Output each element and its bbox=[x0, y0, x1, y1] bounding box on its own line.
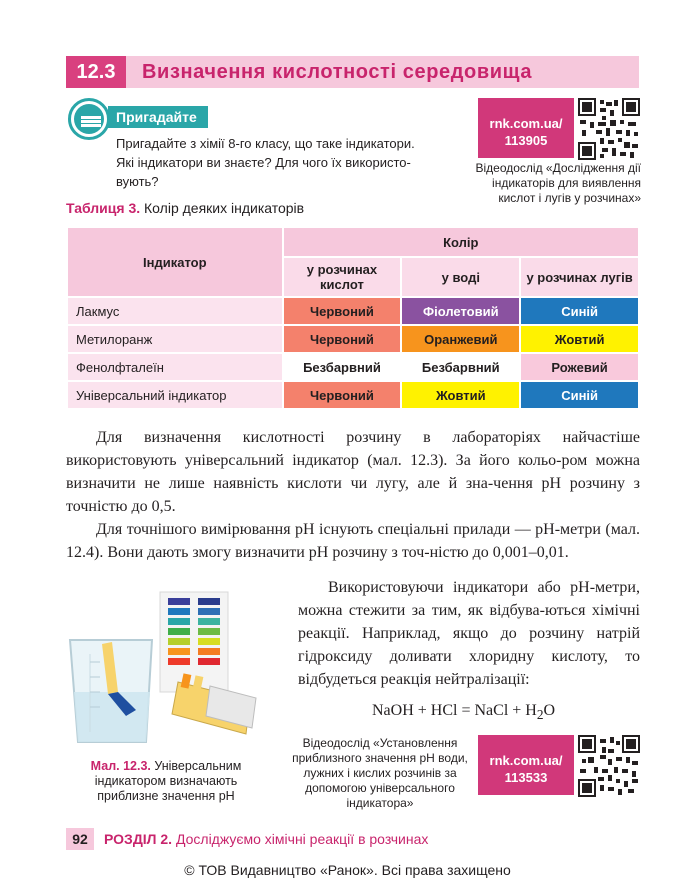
chapter-label: РОЗДІЛ 2. bbox=[104, 831, 173, 847]
color-alkali: Жовтий bbox=[520, 325, 639, 353]
indicator-name: Універсальний індикатор bbox=[67, 381, 283, 409]
copyright-notice: © ТОВ Видавництво «Ранок». Всі права захищено bbox=[184, 862, 511, 878]
table-row bbox=[67, 381, 639, 409]
ph-color-chart bbox=[160, 592, 228, 692]
qr-code-icon bbox=[578, 98, 640, 160]
video-link-1[interactable] bbox=[478, 98, 574, 158]
table-title bbox=[66, 200, 304, 216]
indicator-beaker-image bbox=[60, 582, 260, 754]
paragraph-1: Для визначення кислотності розчину в лабораторіях найчастіше використовують універсальний індикатор (мал. 12.3). За його кольо-ром можна визначити не лише наявність кислоти чи лугу, але й зна-чення pH розчину з точністю до 0,5. bbox=[66, 429, 640, 515]
equation-left: NaOH + HCl = NaCl + H bbox=[372, 702, 537, 719]
qr-code-icon bbox=[578, 735, 640, 797]
color-water: Фіолетовий bbox=[401, 297, 520, 325]
color-acid: Червоний bbox=[283, 325, 402, 353]
color-acid: Червоний bbox=[283, 381, 402, 409]
recall-label: Пригадайте bbox=[108, 106, 208, 128]
header-indicator: Індикатор bbox=[67, 227, 283, 297]
section-number: 12.3 bbox=[66, 56, 126, 88]
color-acid: Червоний bbox=[283, 297, 402, 325]
paragraph-3: Використовуючи індикатори або pH-метри, можна стежити за тим, як відбува-ються хімічні реакції. Наприклад, якщо до розчину натрій гідроксиду доливати хлоридну кислоту, то відбудеться реакція нейтралізації: bbox=[298, 579, 640, 688]
video-link-2[interactable] bbox=[478, 735, 574, 795]
video-link-2-line1: rnk.com.ua/ bbox=[489, 753, 563, 768]
header-color: Колір bbox=[283, 227, 639, 257]
table-row bbox=[67, 353, 639, 381]
indicator-name: Лакмус bbox=[67, 297, 283, 325]
indicator-color-table bbox=[66, 226, 640, 410]
color-alkali: Синій bbox=[520, 381, 639, 409]
equation-subscript: 2 bbox=[536, 707, 544, 723]
video-link-2-line2: 113533 bbox=[504, 770, 548, 785]
table-row bbox=[67, 325, 639, 353]
color-acid: Безбарвний bbox=[283, 353, 402, 381]
color-water: Жовтий bbox=[401, 381, 520, 409]
page-number: 92 bbox=[66, 828, 94, 850]
video-link-1-line2: 113905 bbox=[504, 133, 548, 148]
subheader-acid: у розчинах кислот bbox=[283, 257, 402, 297]
color-water: Оранжевий bbox=[401, 325, 520, 353]
video-link-1-line1: rnk.com.ua/ bbox=[489, 116, 563, 131]
table-title-text: Колір деяких індикаторів bbox=[144, 200, 305, 216]
table-title-number: Таблиця 3. bbox=[66, 200, 141, 216]
indicator-name: Метилоранж bbox=[67, 325, 283, 353]
recall-icon bbox=[68, 98, 110, 140]
neutralization-equation bbox=[372, 702, 555, 723]
subheader-alkali: у розчинах лугів bbox=[520, 257, 639, 297]
equation-right: O bbox=[543, 702, 556, 719]
figure-caption bbox=[76, 759, 256, 804]
section-title: Визначення кислотності середовища bbox=[142, 61, 533, 83]
chapter-footer bbox=[104, 831, 428, 847]
video-1-caption: Відеодослід «Дослідження дії індикаторів для виявлення кислот і лугів у розчинах» bbox=[475, 161, 641, 205]
color-alkali: Рожевий bbox=[520, 353, 639, 381]
subheader-water: у воді bbox=[401, 257, 520, 297]
paragraph-2: Для точнішого вимірювання pH існують спеціальні прилади — pH-метри (мал. 12.4). Вони дають змогу визначити pH розчину з точ-ністю до 0,001–0,01. bbox=[66, 521, 640, 561]
figure-caption-number: Мал. 12.3. bbox=[90, 759, 151, 773]
video-2-caption: Відеодослід «Установлення приблизного значення pH води, лужних і кислих розчинів за допомогою універсального індикатора» bbox=[292, 736, 468, 810]
table-row bbox=[67, 297, 639, 325]
figure-caption-text: Універсальним індикатором визначають приблизне значення pH bbox=[94, 759, 242, 803]
color-water: Безбарвний bbox=[401, 353, 520, 381]
chapter-title: Досліджуємо хімічні реакції в розчинах bbox=[175, 831, 429, 847]
color-alkali: Синій bbox=[520, 297, 639, 325]
recall-text: Пригадайте з хімії 8-го класу, що таке індикатори. Які індикатори ви знаєте? Для чого їх використо-вують? bbox=[116, 136, 415, 189]
beaker bbox=[70, 640, 152, 742]
indicator-name: Фенолфталеїн bbox=[67, 353, 283, 381]
